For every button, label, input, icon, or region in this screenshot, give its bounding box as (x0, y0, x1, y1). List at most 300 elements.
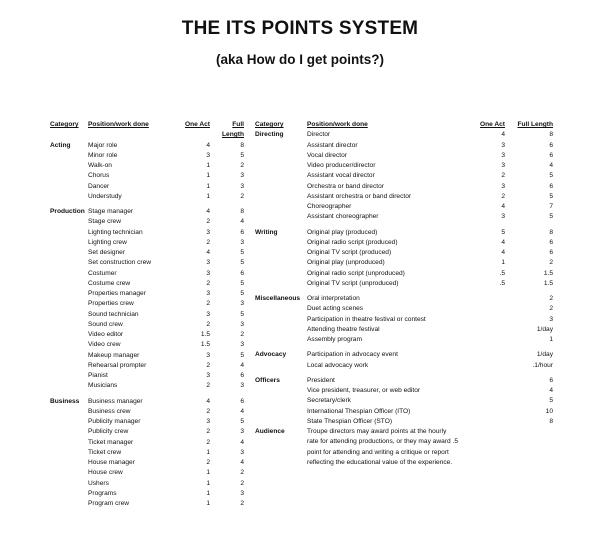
category-label (255, 396, 307, 406)
one-act-points: 2 (206, 438, 210, 446)
category-label (255, 258, 307, 268)
position-name: House crew (88, 469, 123, 477)
one-act-points: 1.5 (200, 331, 210, 338)
audience-line: rate for attending productions, or they may award .5 (307, 438, 459, 446)
position-name: Chorus (88, 172, 110, 180)
position-name: Dancer (88, 182, 110, 190)
category-label: Advocacy (255, 351, 287, 359)
full-length-points: 3 (240, 172, 244, 180)
category-label (255, 212, 307, 222)
position-name: Programs (88, 489, 117, 497)
right-table-header (255, 120, 555, 130)
category-label (50, 340, 88, 350)
full-length-points: 6 (549, 182, 553, 190)
one-act-points (469, 396, 505, 406)
one-act-points: 3 (206, 269, 210, 277)
header-full-length: Full Length (222, 121, 244, 139)
table-row (50, 397, 265, 407)
one-act-points: 4 (501, 203, 505, 210)
category-label (50, 310, 88, 320)
category-label (255, 192, 307, 202)
full-length-points: 5 (240, 151, 244, 159)
table-row (50, 340, 265, 350)
one-act-points (469, 315, 505, 325)
one-act-points: 4 (206, 397, 210, 405)
category-label (50, 320, 88, 330)
full-length-points: 4 (240, 218, 244, 226)
full-length-points: 3 (240, 428, 244, 436)
one-act-points: 4 (206, 249, 210, 256)
full-length-points: 7 (549, 203, 553, 210)
position-name: Oral interpretation (307, 295, 360, 302)
category-label (50, 448, 88, 458)
category-label (255, 238, 307, 248)
table-row (255, 238, 555, 248)
position-name: Set construction crew (88, 259, 152, 267)
audience-line: Troupe directors may award points at the hourly (307, 428, 447, 435)
category-label (255, 248, 307, 258)
header-position: Position/work done (307, 121, 368, 128)
position-name: Original TV script (unproduced) (307, 279, 399, 287)
full-length-points: 3 (240, 341, 244, 349)
table-row (50, 310, 265, 320)
left-table-header (50, 120, 265, 141)
table-row (50, 407, 265, 417)
section-writing (255, 228, 555, 290)
one-act-points: 4 (501, 238, 505, 246)
category-label (50, 499, 88, 509)
one-act-points: 1 (206, 448, 210, 456)
table-row (50, 351, 265, 361)
position-name: Participation in theatre festival or contest (307, 315, 426, 323)
one-act-points (469, 417, 505, 427)
full-length-points: 5 (549, 192, 553, 200)
position-name: President (307, 376, 335, 384)
position-name: Understudy (88, 192, 122, 200)
one-act-points: 1 (206, 182, 210, 190)
one-act-points: 1 (206, 500, 210, 507)
full-length-points: 4 (240, 361, 244, 369)
category-label (255, 151, 307, 161)
table-row (50, 151, 265, 161)
full-length-points: 8 (549, 228, 553, 236)
one-act-points: 3 (206, 151, 210, 159)
table-row (50, 299, 265, 309)
position-name: Ushers (88, 479, 109, 487)
table-row (255, 258, 555, 268)
full-length-points: .1/hour (532, 361, 553, 369)
position-name: Makeup manager (88, 351, 140, 359)
position-name: Business manager (88, 397, 143, 405)
full-length-points: 5 (549, 213, 553, 221)
category-label (50, 228, 88, 238)
category-label: Miscellaneous (255, 295, 301, 302)
category-label (50, 217, 88, 227)
position-name: Secretary/clerk (307, 397, 351, 405)
one-act-points: 4 (501, 249, 505, 256)
full-length-points: 5 (240, 351, 244, 359)
full-length-points: 2 (240, 162, 244, 169)
page-subtitle: (aka How do I get points?) (216, 52, 384, 67)
full-length-points: 2 (240, 500, 244, 507)
table-row (50, 458, 265, 468)
full-length-points: 8 (549, 417, 553, 425)
one-act-points: 1 (206, 489, 210, 497)
audience-text (307, 427, 477, 468)
category-label (50, 269, 88, 279)
table-row (50, 161, 265, 171)
table-row (255, 407, 555, 417)
table-row (50, 427, 265, 437)
table-row (255, 376, 555, 386)
table-row (50, 182, 265, 192)
one-act-points: 4 (206, 141, 210, 149)
one-act-points: 3 (501, 162, 505, 169)
table-row (50, 479, 265, 489)
category-label (255, 407, 307, 417)
position-name: Pianist (88, 372, 108, 379)
full-length-points: 3 (549, 315, 553, 323)
category-label (50, 299, 88, 309)
table-row (50, 192, 265, 202)
one-act-points: .5 (499, 279, 505, 287)
full-length-points: 6 (240, 372, 244, 379)
header-category: Category (50, 121, 79, 128)
full-length-points: 10 (545, 407, 553, 415)
section-production (50, 207, 265, 392)
table-row (50, 489, 265, 499)
position-name: Orchestra or band director (307, 182, 384, 190)
one-act-points: 2 (206, 382, 210, 390)
one-act-points: .5 (499, 269, 505, 277)
one-act-points (469, 304, 505, 314)
full-length-points: 2 (240, 331, 244, 338)
category-label (50, 279, 88, 289)
full-length-points: 8 (549, 131, 553, 139)
one-act-points (469, 361, 505, 371)
table-row (50, 320, 265, 330)
category-label: Business (50, 397, 80, 405)
full-length-points: 5 (240, 279, 244, 287)
header-one-act: One Act (184, 121, 210, 128)
position-name: Business crew (88, 407, 131, 415)
table-row (255, 202, 555, 212)
position-name: Major role (88, 141, 118, 149)
category-label (50, 192, 88, 202)
table-row (50, 438, 265, 448)
section-miscellaneous (255, 294, 555, 345)
table-row (255, 141, 555, 151)
table-row (255, 325, 555, 335)
position-name: Program crew (88, 500, 130, 507)
position-name: Properties manager (88, 290, 146, 297)
category-label: Production (50, 208, 85, 215)
full-length-points: 3 (240, 382, 244, 390)
one-act-points: 3 (206, 418, 210, 425)
position-name: Assistant vocal director (307, 172, 375, 180)
category-label (50, 438, 88, 448)
category-label (50, 489, 88, 499)
category-label (255, 141, 307, 151)
category-label (255, 335, 307, 345)
one-act-points: 2 (206, 320, 210, 328)
one-act-points: 2 (206, 428, 210, 436)
table-row (50, 330, 265, 340)
position-name: Assistant orchestra or band director (307, 192, 412, 200)
category-label: Writing (255, 228, 278, 236)
full-length-points: 5 (240, 418, 244, 425)
category-label (50, 427, 88, 437)
full-length-points: 6 (240, 397, 244, 405)
full-length-points: 6 (549, 376, 553, 384)
one-act-points: 5 (501, 228, 505, 236)
one-act-points (469, 386, 505, 396)
one-act-points: 1.5 (200, 341, 210, 349)
position-name: Walk-on (88, 162, 112, 169)
one-act-points: 2 (206, 279, 210, 287)
one-act-points: 3 (206, 290, 210, 297)
one-act-points: 1 (206, 479, 210, 487)
position-name: Publicity manager (88, 418, 141, 425)
full-length-points: 2 (240, 479, 244, 487)
category-label (50, 381, 88, 391)
one-act-points: 3 (206, 228, 210, 236)
table-row (255, 182, 555, 192)
position-name: Video crew (88, 341, 121, 349)
table-row (255, 248, 555, 258)
table-row (50, 361, 265, 371)
position-name: Costumer (88, 269, 117, 277)
one-act-points: 3 (501, 151, 505, 159)
one-act-points: 2 (206, 300, 210, 308)
one-act-points (469, 376, 505, 386)
category-label (255, 161, 307, 171)
table-row (50, 499, 265, 509)
table-row (255, 304, 555, 314)
table-row (255, 335, 555, 345)
header-full-length: Full Length (517, 121, 553, 128)
position-name: Set designer (88, 249, 126, 256)
full-length-points: 4 (240, 459, 244, 466)
full-length-points: 6 (549, 249, 553, 256)
category-label (50, 417, 88, 427)
position-name: Assembly program (307, 336, 362, 343)
category-label (50, 151, 88, 161)
table-row (255, 192, 555, 202)
category-label (50, 351, 88, 361)
position-name: Vice president, treasurer, or web editor (307, 387, 421, 394)
one-act-points (469, 325, 505, 335)
full-length-points: 3 (240, 238, 244, 246)
section-business (50, 397, 265, 510)
one-act-points: 4 (206, 208, 210, 215)
page-title: THE ITS POINTS SYSTEM (181, 18, 419, 39)
left-points-table (50, 120, 265, 509)
full-length-points: 5 (240, 290, 244, 297)
category-label (255, 325, 307, 335)
table-row (50, 417, 265, 427)
full-length-points: 6 (240, 269, 244, 277)
one-act-points: 1 (206, 192, 210, 200)
audience-line: reflecting the educational value of the experience. (307, 458, 453, 466)
position-name: Original play (unproduced) (307, 259, 385, 267)
full-length-points: 3 (240, 300, 244, 308)
full-length-points: 3 (240, 182, 244, 190)
right-points-table (255, 120, 555, 468)
full-length-points: 3 (240, 448, 244, 456)
table-row (50, 279, 265, 289)
position-name: Video producer/director (307, 162, 376, 169)
category-label (255, 269, 307, 279)
full-length-points: 5 (240, 310, 244, 318)
full-length-points: 6 (240, 228, 244, 236)
position-name: Local advocacy work (307, 361, 369, 369)
table-row (255, 361, 555, 371)
full-length-points: 2 (240, 469, 244, 477)
position-name: Ticket crew (88, 448, 122, 456)
category-label (255, 315, 307, 325)
header-category: Category (255, 121, 284, 128)
table-row (255, 228, 555, 238)
position-name: Rehearsal prompter (88, 361, 147, 369)
table-row (255, 294, 555, 304)
category-label (50, 458, 88, 468)
table-row (50, 248, 265, 258)
one-act-points: 3 (206, 372, 210, 379)
category-label (50, 371, 88, 381)
position-name: Attending theatre festival (307, 325, 380, 333)
position-name: Original radio script (produced) (307, 238, 398, 246)
position-name: Assistant choreographer (307, 213, 379, 221)
category-label (50, 468, 88, 478)
position-name: Ticket manager (88, 438, 134, 446)
full-length-points: 5 (549, 172, 553, 180)
category-label (255, 361, 307, 371)
category-label (50, 258, 88, 268)
one-act-points: 3 (501, 141, 505, 149)
one-act-points: 3 (501, 182, 505, 190)
position-name: Original play (produced) (307, 228, 378, 236)
position-name: Stage manager (88, 208, 134, 215)
category-label (255, 417, 307, 427)
full-length-points: 5 (240, 249, 244, 256)
category-label: Directing (255, 131, 284, 139)
table-row (255, 417, 555, 427)
position-name: Stage crew (88, 218, 121, 226)
position-name: Minor role (88, 151, 118, 159)
table-row (255, 386, 555, 396)
section-audience (255, 427, 555, 468)
category-label (50, 407, 88, 417)
full-length-points: 4 (549, 162, 553, 169)
category-label (255, 202, 307, 212)
position-name: Director (307, 131, 331, 139)
category-label (50, 479, 88, 489)
header-position: Position/work done (88, 121, 149, 128)
table-row (255, 171, 555, 181)
position-name: House manager (88, 459, 135, 466)
table-row (50, 207, 265, 217)
position-name: Sound crew (88, 320, 123, 328)
position-name: Participation in advocacy event (307, 351, 398, 359)
full-length-points: 4 (549, 387, 553, 394)
section-officers (255, 376, 555, 427)
full-length-points: 1.5 (543, 279, 553, 287)
position-name: Lighting crew (88, 238, 127, 246)
section-acting (50, 141, 265, 203)
full-length-points: 6 (549, 141, 553, 149)
full-length-points: 4 (240, 407, 244, 415)
section-directing (255, 130, 555, 222)
one-act-points: 1 (206, 469, 210, 477)
position-name: Lighting technician (88, 228, 143, 236)
one-act-points: 2 (501, 172, 505, 180)
position-name: Properties crew (88, 300, 134, 308)
position-name: Choreographer (307, 203, 352, 210)
header-one-act: One Act (479, 121, 505, 128)
category-label: Audience (255, 428, 285, 435)
category-label (50, 171, 88, 181)
one-act-points: 1 (206, 162, 210, 169)
position-name: Musicians (88, 382, 118, 390)
full-length-points: 8 (240, 208, 244, 215)
position-name: Video editor (88, 331, 124, 338)
full-length-points: 6 (549, 238, 553, 246)
full-length-points: 3 (240, 489, 244, 497)
table-row (50, 468, 265, 478)
table-row (50, 258, 265, 268)
table-row (255, 212, 555, 222)
table-row (255, 161, 555, 171)
one-act-points: 4 (501, 131, 505, 139)
category-label: Acting (50, 141, 71, 149)
position-name: Vocal director (307, 151, 347, 159)
full-length-points: 2 (240, 192, 244, 200)
one-act-points: 3 (206, 310, 210, 318)
full-length-points: 2 (549, 305, 553, 313)
one-act-points: 2 (501, 192, 505, 200)
position-name: International Thespian Officer (ITO) (307, 407, 411, 415)
position-name: Assistant director (307, 141, 358, 149)
full-length-points: 1.5 (543, 269, 553, 277)
one-act-points (469, 335, 505, 345)
category-label (50, 161, 88, 171)
audience-line: point for attending and writing a critique or report (307, 448, 449, 456)
one-act-points (469, 407, 505, 417)
full-length-points: 1/day (536, 351, 553, 359)
table-row (255, 269, 555, 279)
one-act-points: 2 (206, 238, 210, 246)
category-label (50, 289, 88, 299)
full-length-points: 2 (549, 259, 553, 267)
full-length-points: 4 (240, 438, 244, 446)
one-act-points: 2 (206, 459, 210, 466)
category-label (255, 182, 307, 192)
category-label (50, 238, 88, 248)
position-name: Costume crew (88, 279, 131, 287)
table-row (255, 279, 555, 289)
full-length-points: 1/day (536, 325, 553, 333)
category-label (50, 182, 88, 192)
category-label (50, 361, 88, 371)
one-act-points: 3 (501, 213, 505, 221)
position-name: Original TV script (produced) (307, 249, 392, 256)
table-row (50, 228, 265, 238)
table-row (255, 151, 555, 161)
one-act-points: 1 (206, 172, 210, 180)
full-length-points: 2 (549, 295, 553, 302)
full-length-points: 6 (549, 151, 553, 159)
